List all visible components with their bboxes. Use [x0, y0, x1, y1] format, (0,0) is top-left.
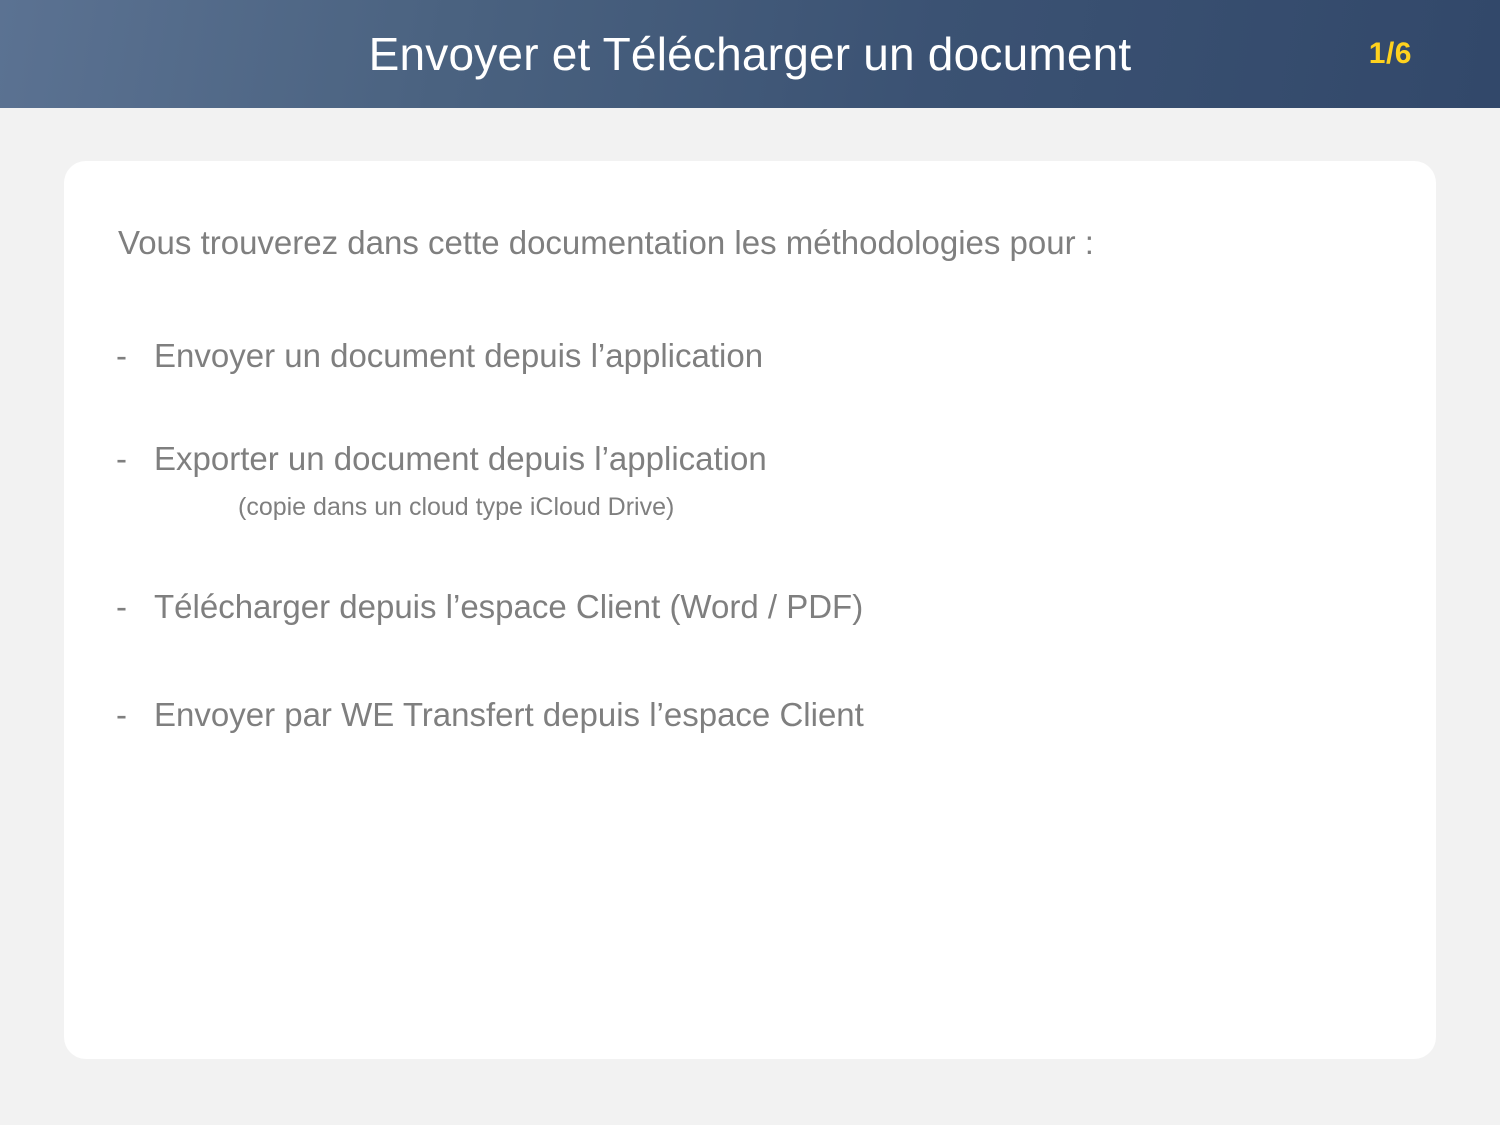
- bullet-dash-icon: -: [116, 439, 127, 477]
- list-item-subtext: (copie dans un cloud type iCloud Drive): [238, 493, 675, 522]
- list-item-label: Envoyer par WE Transfert depuis l’espace Client: [154, 695, 864, 733]
- list-item-label: Envoyer un document depuis l’application: [154, 336, 764, 374]
- bullet-dash-icon: -: [116, 336, 127, 374]
- list-item: [116, 694, 1396, 735]
- content-card: [64, 161, 1436, 1059]
- intro-text: Vous trouverez dans cette documentation les méthodologies pour :: [118, 224, 1094, 261]
- page-title: Envoyer et Télécharger un document: [368, 28, 1132, 80]
- list-spacer: [116, 523, 1396, 586]
- list-spacer: [116, 628, 1396, 694]
- page-indicator: 1/6: [1368, 37, 1412, 70]
- list-item: [116, 438, 1396, 479]
- list-item-label: Télécharger depuis l’espace Client (Word / PDF): [154, 588, 864, 626]
- bullet-dash-icon: -: [116, 695, 127, 733]
- slide-header: [0, 0, 1500, 108]
- list-item: [116, 335, 1396, 376]
- bullet-dash-icon: -: [116, 588, 127, 626]
- list-item-label: Exporter un document depuis l’application: [154, 439, 767, 477]
- list-spacer: [116, 376, 1396, 438]
- content-body: [116, 223, 1396, 735]
- bullet-list: [116, 335, 1396, 735]
- list-item: [116, 586, 1396, 627]
